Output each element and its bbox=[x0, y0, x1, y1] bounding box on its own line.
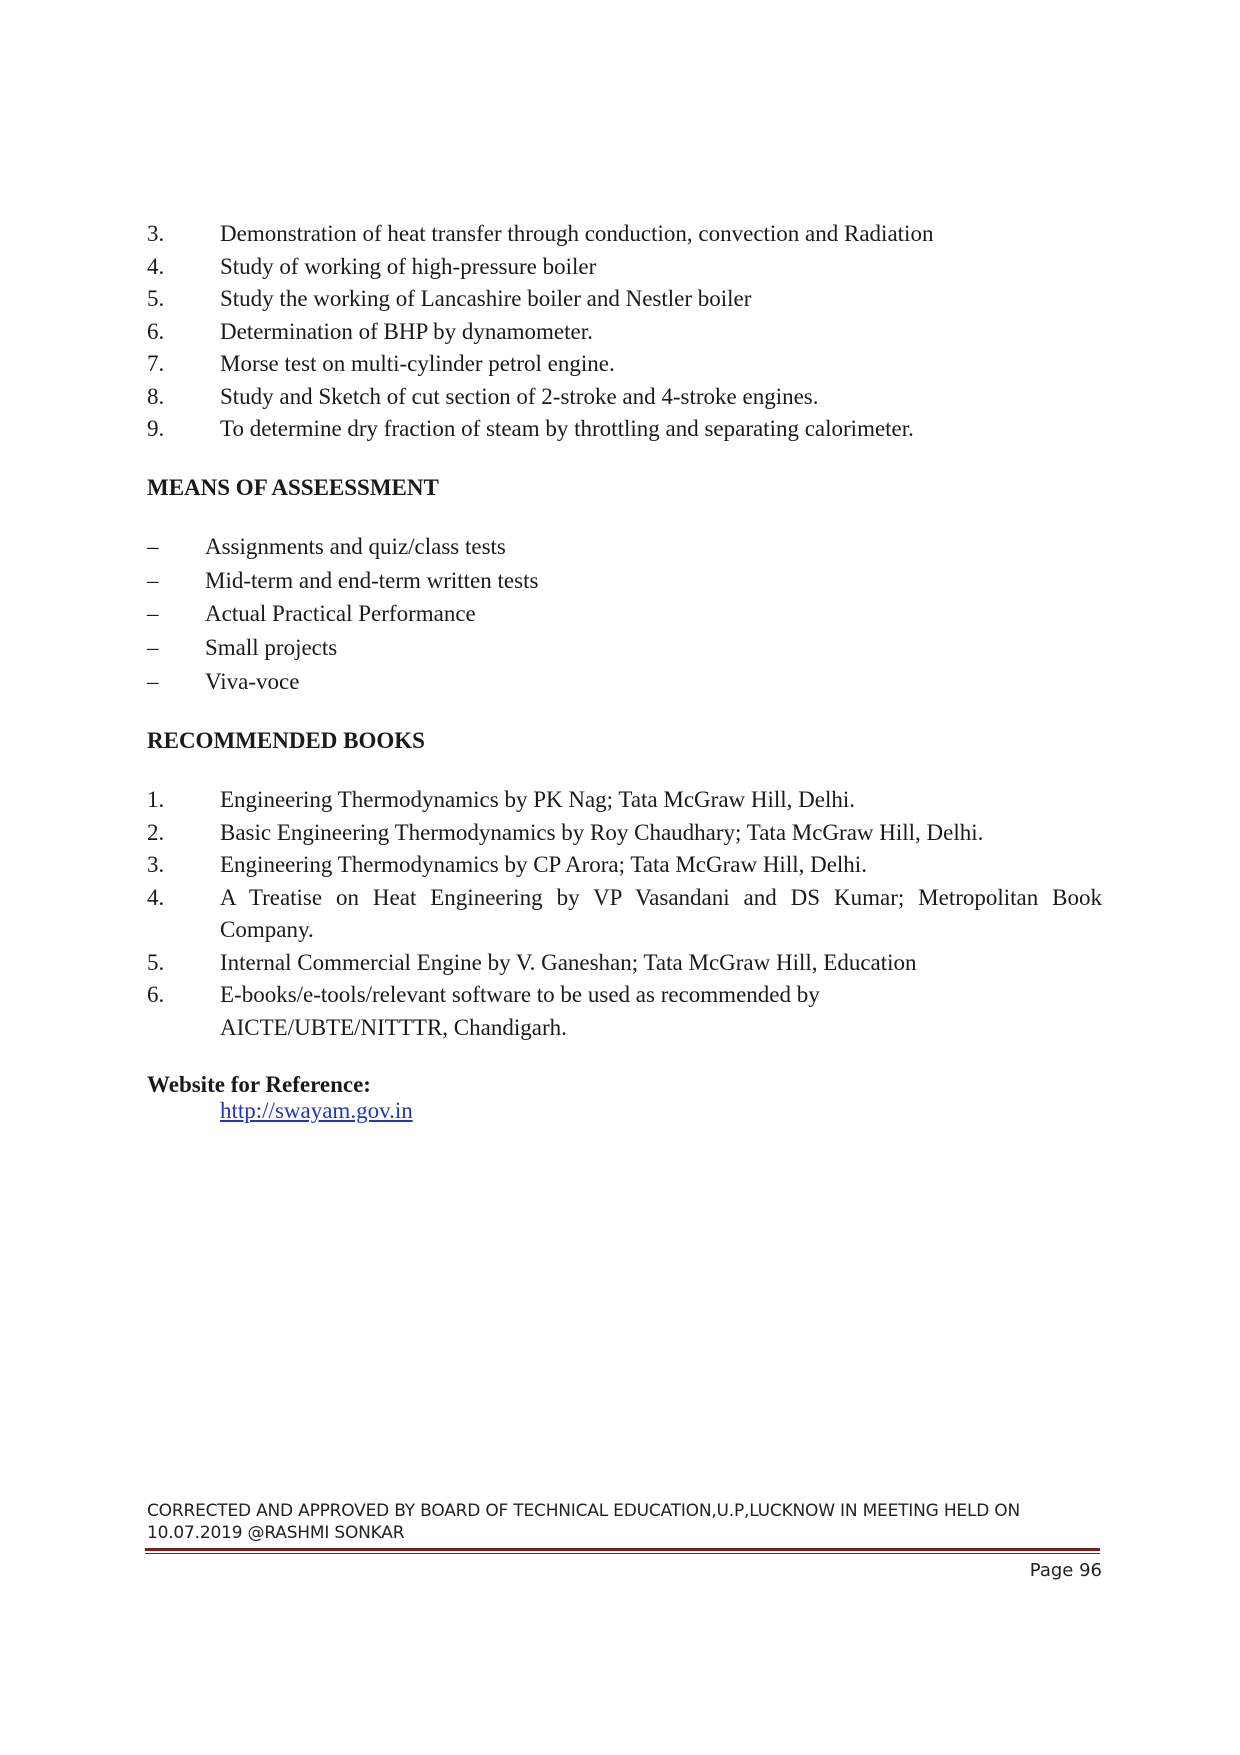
item-text: Study and Sketch of cut section of 2-stroke and 4-stroke engines. bbox=[220, 383, 819, 409]
dash-bullet: – bbox=[147, 635, 159, 661]
list-item bbox=[147, 597, 538, 631]
list-item bbox=[147, 665, 538, 699]
list-item bbox=[147, 979, 1102, 1044]
list-item bbox=[147, 849, 1102, 882]
item-number: 6. bbox=[147, 982, 165, 1007]
list-item bbox=[147, 947, 1102, 980]
item-text: Actual Practical Performance bbox=[205, 601, 476, 627]
item-text: Engineering Thermodynamics by PK Nag; Tata McGraw Hill, Delhi. bbox=[220, 787, 856, 812]
item-number: 4. bbox=[147, 884, 165, 910]
item-text: To determine dry fraction of steam by throttling and separating calorimeter. bbox=[220, 416, 914, 441]
experiment-list bbox=[147, 218, 1102, 446]
item-number: 6. bbox=[147, 318, 165, 344]
item-text: Internal Commercial Engine by V. Ganeshan; Tata McGraw Hill, Education bbox=[220, 949, 917, 975]
item-number: 9. bbox=[147, 416, 165, 441]
website-link[interactable]: http://swayam.gov.in bbox=[220, 1098, 413, 1123]
list-item bbox=[147, 631, 538, 665]
item-text: Morse test on multi-cylinder petrol engine. bbox=[220, 351, 615, 376]
item-text: Assignments and quiz/class tests bbox=[205, 534, 506, 559]
list-item bbox=[147, 348, 1102, 381]
page-number: Page 96 bbox=[1029, 1560, 1102, 1581]
recommended-books-heading: RECOMMENDED BOOKS bbox=[147, 728, 425, 753]
item-number: 5. bbox=[147, 286, 165, 311]
list-item bbox=[147, 218, 1102, 251]
book-list bbox=[147, 784, 1102, 1044]
website-reference-heading: Website for Reference: bbox=[147, 1072, 371, 1097]
item-number: 8. bbox=[147, 383, 165, 409]
item-text: Determination of BHP by dynamometer. bbox=[220, 318, 593, 344]
item-text: Small projects bbox=[205, 635, 338, 661]
list-item bbox=[147, 882, 1102, 947]
footer-approval-text bbox=[147, 1500, 1107, 1544]
list-item bbox=[147, 564, 538, 598]
footer-divider bbox=[145, 1548, 1100, 1551]
item-text: Engineering Thermodynamics by CP Arora; Tata McGraw Hill, Delhi. bbox=[220, 852, 867, 877]
item-text: Study the working of Lancashire boiler and Nestler boiler bbox=[220, 286, 752, 311]
item-number: 3. bbox=[147, 221, 165, 246]
item-text: Basic Engineering Thermodynamics by Roy Chaudhary; Tata McGraw Hill, Delhi. bbox=[220, 819, 984, 845]
list-item bbox=[147, 413, 1102, 446]
assessment-list bbox=[147, 530, 538, 699]
item-number: 3. bbox=[147, 852, 165, 877]
list-item bbox=[147, 283, 1102, 316]
means-of-assessment-heading: MEANS OF ASSEESSMENT bbox=[147, 475, 439, 500]
footer-line-1: CORRECTED AND APPROVED BY BOARD OF TECHNICAL EDUCATION,U.P,LUCKNOW IN MEETING HELD ON bbox=[147, 1501, 1021, 1521]
dash-bullet: – bbox=[147, 534, 159, 559]
item-number: 4. bbox=[147, 253, 165, 279]
item-text: Viva-voce bbox=[205, 668, 300, 694]
item-text: A Treatise on Heat Engineering by VP Vasandani and DS Kumar; Metropolitan Book Company. bbox=[220, 884, 1102, 942]
list-item bbox=[147, 316, 1102, 349]
dash-bullet: – bbox=[147, 601, 159, 627]
item-number: 1. bbox=[147, 787, 165, 812]
dash-bullet: – bbox=[147, 668, 159, 694]
dash-bullet: – bbox=[147, 567, 159, 593]
footer-divider-thin bbox=[145, 1553, 1100, 1554]
list-item bbox=[147, 817, 1102, 850]
item-text: Study of working of high-pressure boiler bbox=[220, 253, 597, 279]
item-number: 5. bbox=[147, 949, 165, 975]
item-text: E-books/e-tools/relevant software to be used as recommended by AICTE/UBTE/NITTTR, Chandigarh. bbox=[220, 982, 820, 1040]
item-number: 7. bbox=[147, 351, 165, 376]
list-item bbox=[147, 784, 1102, 817]
list-item bbox=[147, 530, 538, 564]
item-number: 2. bbox=[147, 819, 165, 845]
item-text: Mid-term and end-term written tests bbox=[205, 567, 539, 593]
footer-line-2: 10.07.2019 @RASHMI SONKAR bbox=[147, 1523, 405, 1543]
list-item bbox=[147, 251, 1102, 284]
list-item bbox=[147, 381, 1102, 414]
item-text: Demonstration of heat transfer through conduction, convection and Radiation bbox=[220, 221, 934, 246]
